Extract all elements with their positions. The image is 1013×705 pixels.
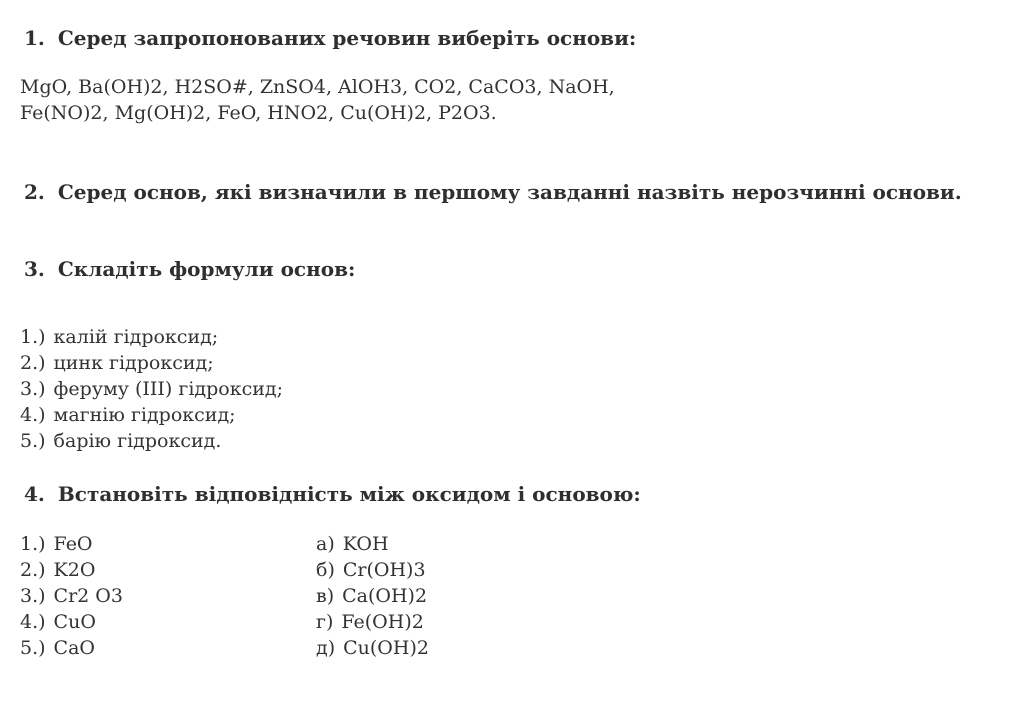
list-item-number: 2.) (20, 559, 46, 581)
oxide-item-3 (20, 585, 123, 607)
base-item-g (316, 611, 424, 633)
oxide-formula: Cr2 O3 (53, 585, 123, 607)
task-3-item-4 (20, 404, 236, 426)
task-4-heading (24, 482, 641, 506)
task-1-title: Серед запропонованих речовин виберіть основи: (57, 26, 637, 50)
oxide-formula: FeO (53, 533, 93, 555)
base-formula: Fe(OH)2 (341, 611, 424, 633)
task-2-number: 2. (24, 180, 45, 204)
list-item-letter: г) (316, 611, 334, 633)
task-4-number: 4. (24, 482, 45, 506)
list-item-letter: в) (316, 585, 335, 607)
oxide-formula: K2O (53, 559, 96, 581)
base-item-a (316, 533, 389, 555)
oxide-item-1 (20, 533, 93, 555)
task-2-heading (24, 180, 962, 204)
oxide-formula: CuO (53, 611, 96, 633)
task-3-number: 3. (24, 257, 45, 281)
list-item-number: 4.) (20, 611, 46, 633)
list-item-number: 3.) (20, 378, 46, 400)
list-item-text: феруму (III) гідроксид; (53, 378, 283, 400)
task-3-item-3 (20, 378, 283, 400)
list-item-number: 3.) (20, 585, 46, 607)
list-item-text: цинк гідроксид; (53, 352, 214, 374)
task-4-title: Встановіть відповідність між оксидом і основою: (57, 482, 641, 506)
base-formula: Ca(OH)2 (342, 585, 428, 607)
list-item-number: 2.) (20, 352, 46, 374)
task-1-substances-line-2: Fe(NO)2, Mg(OH)2, FeO, HNO2, Cu(OH)2, P2O3. (20, 102, 497, 124)
task-2-title: Серед основ, які визначили в першому завданні назвіть нерозчинні основи. (57, 180, 962, 204)
base-item-v (316, 585, 427, 607)
task-3-item-1 (20, 326, 218, 348)
base-formula: KOH (342, 533, 389, 555)
list-item-number: 5.) (20, 637, 46, 659)
task-3-item-5 (20, 430, 221, 452)
task-3-heading (24, 257, 355, 281)
list-item-letter: б) (316, 559, 335, 581)
oxide-item-2 (20, 559, 95, 581)
task-1-substances-line-1: MgO, Ba(OH)2, H2SO#, ZnSO4, AlOH3, CO2, CaCO3, NaOH, (20, 76, 615, 98)
list-item-letter: а) (316, 533, 335, 555)
oxide-item-4 (20, 611, 96, 633)
list-item-text: магнію гідроксид; (53, 404, 236, 426)
base-item-d (316, 637, 429, 659)
list-item-number: 5.) (20, 430, 46, 452)
list-item-number: 4.) (20, 404, 46, 426)
base-formula: Cu(OH)2 (343, 637, 429, 659)
oxide-item-5 (20, 637, 95, 659)
task-3-title: Складіть формули основ: (57, 257, 356, 281)
list-item-text: калій гідроксид; (53, 326, 219, 348)
list-item-number: 1.) (20, 326, 46, 348)
list-item-letter: д) (316, 637, 336, 659)
task-3-item-2 (20, 352, 214, 374)
task-1-heading (24, 26, 636, 50)
list-item-number: 1.) (20, 533, 46, 555)
base-item-b (316, 559, 426, 581)
list-item-text: барію гідроксид. (53, 430, 222, 452)
task-1-number: 1. (24, 26, 45, 50)
oxide-formula: CaO (53, 637, 95, 659)
base-formula: Cr(OH)3 (342, 559, 426, 581)
